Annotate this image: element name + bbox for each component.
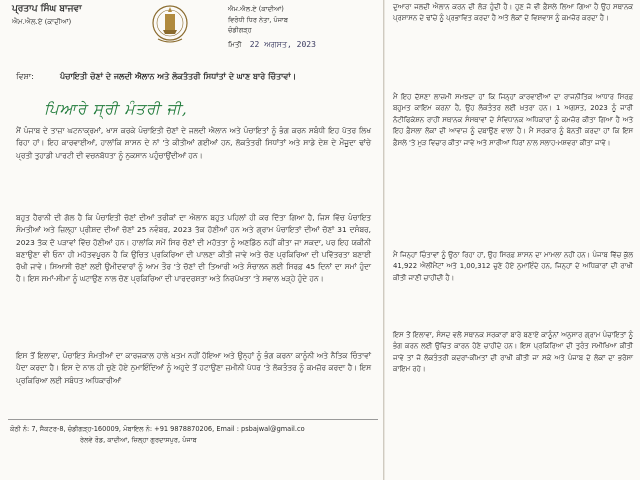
letter-date	[228, 40, 316, 50]
office-line: ਵਿਰੋਧੀ ਧਿਰ ਨੇਤਾ, ਪੰਜਾਬ	[228, 15, 289, 24]
punjab-emblem-icon	[150, 3, 190, 45]
body-paragraph: ਮੈਂ ਪੰਜਾਬ ਦੇ ਤਾਜ਼ਾ ਘਟਨਾਕ੍ਰਮਾਂ, ਖਾਸ ਕਰਕੇ ਪੰਚਾਇਤੀ ਚੋਣਾਂ ਦੇ ਜਲਦੀ ਐਲਾਨ ਅਤੇ ਪੰਚਾਇਤਾਂ ਨੂੰ ਭੰਗ ਕਰਨ ਸਬੰਧੀ ਇਹ ਪੱਤਰ ਲਿਖ ਰਿਹਾ ਹਾਂ। ਇਹ ਕਾਰਵਾਈਆਂ, ਹਾਲਾਂਕਿ ਸ਼ਾਸਨ ਦੇ ਨਾਂ 'ਤੇ ਕੀਤੀਆਂ ਗਈਆਂ ਹਨ, ਲੋਕਤੰਤਰੀ ਸਿਧਾਂਤਾਂ ਅਤੇ ਸਾਡੇ ਦੇਸ਼ ਦੇ ਮੌਜੂਦਾ ਢਾਂਚੇ ਪ੍ਰਤੀ ਤੁਹਾਡੀ ਪਾਰਟੀ ਦੀ ਵਚਨਬੱਧਤਾ ਨੂੰ ਨੁਕਸਾਨ ਪਹੁੰਚਾਉਂਦੀਆਂ ਹਨ।	[16, 126, 371, 160]
footer-address: ਕੋਠੀ ਨੰ: 7, ਸੈਕਟਰ-8, ਚੰਡੀਗੜ੍ਹ-160009, ਮੋਬਾਇਲ ਨੰ: +91 9878870206, Email : psbajwal@gmail.co	[10, 425, 305, 433]
office-line: ਐਮ.ਐਲ.ਏ (ਕਾਦੀਆਂ)	[228, 5, 284, 13]
letterhead-name: ਪ੍ਰਤਾਪ ਸਿੰਘ ਬਾਜਵਾ	[12, 4, 82, 14]
date-value: 22 ਅਗਸਤ, 2023	[249, 40, 316, 49]
letterhead-footer	[10, 424, 380, 446]
office-line: ਚੰਡੀਗੜ੍ਹ	[228, 26, 252, 34]
letterhead-office	[228, 4, 378, 36]
footer-address-secondary: ਰੇਲਵੇ ਰੋਡ, ਕਾਦੀਆਂ, ਜ਼ਿਲ੍ਹਾ ਗੁਰਦਾਸਪੁਰ, ਪੰਜਾਬ	[80, 436, 197, 444]
date-label: ਮਿਤੀ	[228, 41, 242, 49]
body-paragraph: ਮੈਂ ਜਿਨ੍ਹਾਂ ਚਿੰਤਾਵਾਂ ਨੂੰ ਉਠਾ ਰਿਹਾ ਹਾਂ, ਉਹ ਸਿਰਫ਼ ਸ਼ਾਸਨ ਦਾ ਮਾਮਲਾ ਨਹੀਂ ਹਨ। ਪੰਜਾਬ ਵਿੱਚ ਕੁੱਲ 41,922 ਐਲੀਮੈਂਟਾਂ ਅਤੇ 1,00,312 ਚੁਣੇ ਹੋਏ ਨੁਮਾਇੰਦੇ ਹਨ, ਜਿਨ੍ਹਾਂ ਦੇ ਅਧਿਕਾਰਾਂ ਦੀ ਰਾਖੀ ਕੀਤੀ ਜਾਣੀ ਚਾਹੀਦੀ ਹੈ।	[393, 251, 633, 282]
subject-label: ਵਿਸ਼ਾ:	[16, 72, 34, 81]
body-paragraph: ਇਸ ਤੋਂ ਇਲਾਵਾ, ਸੰਸਦ ਵਲੋਂ ਸਥਾਨਕ ਸਰਕਾਰਾਂ ਬਾਰੇ ਬਣਾਏ ਕਾਨੂੰਨਾਂ ਅਨੁਸਾਰ ਗ੍ਰਾਮ ਪੰਚਾਇਤਾਂ ਨੂੰ ਭੰਗ ਕਰਨ ਲਈ ਉਚਿਤ ਕਾਰਨ ਹੋਣੇ ਚਾਹੀਦੇ ਹਨ। ਇਸ ਪ੍ਰਕਿਰਿਆ ਦੀ ਤੁਰੰਤ ਸਮੀਖਿਆ ਕੀਤੀ ਜਾਵੇ ਤਾਂ ਜੋ ਲੋਕਤੰਤਰੀ ਕਦਰਾਂ-ਕੀਮਤਾਂ ਦੀ ਰਾਖੀ ਕੀਤੀ ਜਾ ਸਕੇ ਅਤੇ ਪੰਜਾਬ ਦੇ ਲੋਕਾਂ ਦਾ ਭਰੋਸਾ ਕਾਇਮ ਰਹੇ।	[393, 331, 633, 374]
body-paragraph: ਮੈਂ ਇਹ ਦੱਸਣਾ ਲਾਜ਼ਮੀ ਸਮਝਦਾ ਹਾਂ ਕਿ ਜਿਨ੍ਹਾਂ ਕਾਰਵਾਈਆਂ ਦਾ ਰਾਜਨੀਤਿਕ ਆਧਾਰ ਸਿਰਫ਼ ਬਹੁਮਤ ਕਾਇਮ ਕਰਨਾ ਹੈ, ਉਹ ਲੋਕਤੰਤਰ ਲਈ ਖ਼ਤਰਾ ਹਨ। 1 ਅਗਸਤ, 2023 ਨੂੰ ਜਾਰੀ ਨੋਟੀਫਿਕੇਸ਼ਨ ਰਾਹੀਂ ਸਥਾਨਕ ਸੰਸਥਾਵਾਂ ਦੇ ਸੰਵਿਧਾਨਕ ਅਧਿਕਾਰਾਂ ਨੂੰ ਕਮਜ਼ੋਰ ਕੀਤਾ ਗਿਆ ਹੈ ਅਤੇ ਇਹ ਫ਼ੈਸਲਾ ਲੋਕਾਂ ਦੀ ਆਵਾਜ਼ ਨੂੰ ਦਬਾਉਣ ਵਾਲਾ ਹੈ। ਮੈਂ ਸਰਕਾਰ ਨੂੰ ਬੇਨਤੀ ਕਰਦਾ ਹਾਂ ਕਿ ਇਸ ਫ਼ੈਸਲੇ 'ਤੇ ਮੁੜ ਵਿਚਾਰ ਕੀਤਾ ਜਾਵੇ ਅਤੇ ਸਾਰੀਆਂ ਧਿਰਾਂ ਨਾਲ ਸਲਾਹ-ਮਸ਼ਵਰਾ ਕੀਤਾ ਜਾਵੇ।	[393, 93, 633, 147]
body-paragraph: ਇਸ ਤੋਂ ਇਲਾਵਾ, ਪੰਚਾਇਤ ਸੰਮਤੀਆਂ ਦਾ ਕਾਰਜਕਾਲ ਹਾਲੇ ਖ਼ਤਮ ਨਹੀਂ ਹੋਇਆ ਅਤੇ ਉਨ੍ਹਾਂ ਨੂੰ ਭੰਗ ਕਰਨਾ ਕਾਨੂੰਨੀ ਅਤੇ ਨੈਤਿਕ ਚਿੰਤਾਵਾਂ ਪੈਦਾ ਕਰਦਾ ਹੈ। ਇਸ ਦੇ ਨਾਲ ਹੀ ਚੁਣੇ ਹੋਏ ਨੁਮਾਇੰਦਿਆਂ ਨੂੰ ਅਹੁਦੇ ਤੋਂ ਹਟਾਉਣਾ ਜ਼ਮੀਨੀ ਪੱਧਰ 'ਤੇ ਲੋਕਤੰਤਰ ਨੂੰ ਕਮਜ਼ੋਰ ਕਰਦਾ ਹੈ। ਇਸ ਪ੍ਰਕਿਰਿਆ ਲਈ ਸਬੰਧਤ ਅਧਿਕਾਰੀਆਂ	[16, 351, 371, 385]
body-paragraph: ਬਹੁਤ ਹੈਰਾਨੀ ਦੀ ਗੱਲ ਹੈ ਕਿ ਪੰਚਾਇਤੀ ਚੋਣਾਂ ਦੀਆਂ ਤਰੀਕਾਂ ਦਾ ਐਲਾਨ ਬਹੁਤ ਪਹਿਲਾਂ ਹੀ ਕਰ ਦਿੱਤਾ ਗਿਆ ਹੈ, ਜਿਸ ਵਿੱਚ ਪੰਚਾਇਤ ਸੰਮਤੀਆਂ ਅਤੇ ਜ਼ਿਲ੍ਹਾ ਪ੍ਰੀਸ਼ਦ ਦੀਆਂ ਚੋਣਾਂ 25 ਨਵੰਬਰ, 2023 ਤੱਕ ਹੋਣੀਆਂ ਹਨ ਅਤੇ ਗ੍ਰਾਮ ਪੰਚਾਇਤਾਂ ਦੀਆਂ ਚੋਣਾਂ 31 ਦਸੰਬਰ, 2023 ਤੱਕ ਦੋ ਪੜਾਵਾਂ ਵਿੱਚ ਹੋਣੀਆਂ ਹਨ। ਹਾਲਾਂਕਿ ਸਮੇਂ ਸਿਰ ਚੋਣਾਂ ਦੀ ਮਹੱਤਤਾ ਨੂੰ ਅਣਡਿੱਠ ਨਹੀਂ ਕੀਤਾ ਜਾ ਸਕਦਾ, ਪਰ ਇਹ ਯਕੀਨੀ ਬਣਾਉਣਾ ਵੀ ਓਨਾ ਹੀ ਮਹੱਤਵਪੂਰਨ ਹੈ ਕਿ ਉਚਿਤ ਪ੍ਰਕਿਰਿਆ ਦੀ ਪਾਲਣਾ ਕੀਤੀ ਜਾਵੇ ਅਤੇ ਚੋਣ ਪ੍ਰਕਿਰਿਆ ਦੀ ਪਵਿੱਤਰਤਾ ਬਣਾਈ ਰੱਖੀ ਜਾਵੇ। ਸਿਆਸੀ ਚੋਣਾਂ ਲਈ ਉਮੀਦਵਾਰਾਂ ਨੂੰ ਆਮ ਤੌਰ 'ਤੇ ਚੋਣਾਂ ਦੀ ਤਿਆਰੀ ਅਤੇ ਸੰਚਾਲਨ ਲਈ ਸਿਰਫ਼ 45 ਦਿਨਾਂ ਦਾ ਸਮਾਂ ਹੁੰਦਾ ਹੈ। ਇਸ ਸਮਾਂ-ਸੀਮਾ ਨੂੰ ਘਟਾਉਣ ਨਾਲ ਚੋਣ ਪ੍ਰਕਿਰਿਆ ਦੀ ਪਾਰਦਰਸ਼ਤਾ ਅਤੇ ਨਿਰਪੱਖਤਾ 'ਤੇ ਸਵਾਲ ਖੜ੍ਹੇ ਹੁੰਦੇ ਹਨ।	[16, 213, 371, 284]
subject-text: ਪੰਚਾਇਤੀ ਚੋਣਾਂ ਦੇ ਜਲਦੀ ਐਲਾਨ ਅਤੇ ਲੋਕਤੰਤਰੀ ਸਿਧਾਂਤਾਂ ਦੇ ਘਾਣ ਬਾਰੇ ਚਿੰਤਾਵਾਂ।	[60, 72, 297, 81]
letterhead-credentials: ਐਮ.ਐਲ.ਏ (ਕਾਦੀਆਂ)	[12, 18, 72, 26]
footer-divider	[8, 419, 378, 420]
salutation: ਪਿਆਰੇ ਸ੍ਰੀ ਮੰਤਰੀ ਜੀ,	[44, 100, 188, 118]
letter-page-2	[385, 0, 640, 480]
body-paragraph: ਦੁਆਰਾ ਜਲਦੀ ਐਲਾਨ ਕਰਨ ਦੀ ਲੋੜ ਹੁੰਦੀ ਹੈ। ਹੁਣ ਜੋ ਵੀ ਫ਼ੈਸਲੇ ਲਿਆ ਗਿਆ ਹੈ ਉਹ ਸਥਾਨਕ ਪ੍ਰਸ਼ਾਸਨ ਦੇ ਢਾਂਚੇ ਨੂੰ ਪ੍ਰਭਾਵਿਤ ਕਰਦਾ ਹੈ ਅਤੇ ਲੋਕਾਂ ਦੇ ਵਿਸ਼ਵਾਸ ਨੂੰ ਕਮਜ਼ੋਰ ਕਰਦਾ ਹੈ।	[393, 3, 633, 23]
